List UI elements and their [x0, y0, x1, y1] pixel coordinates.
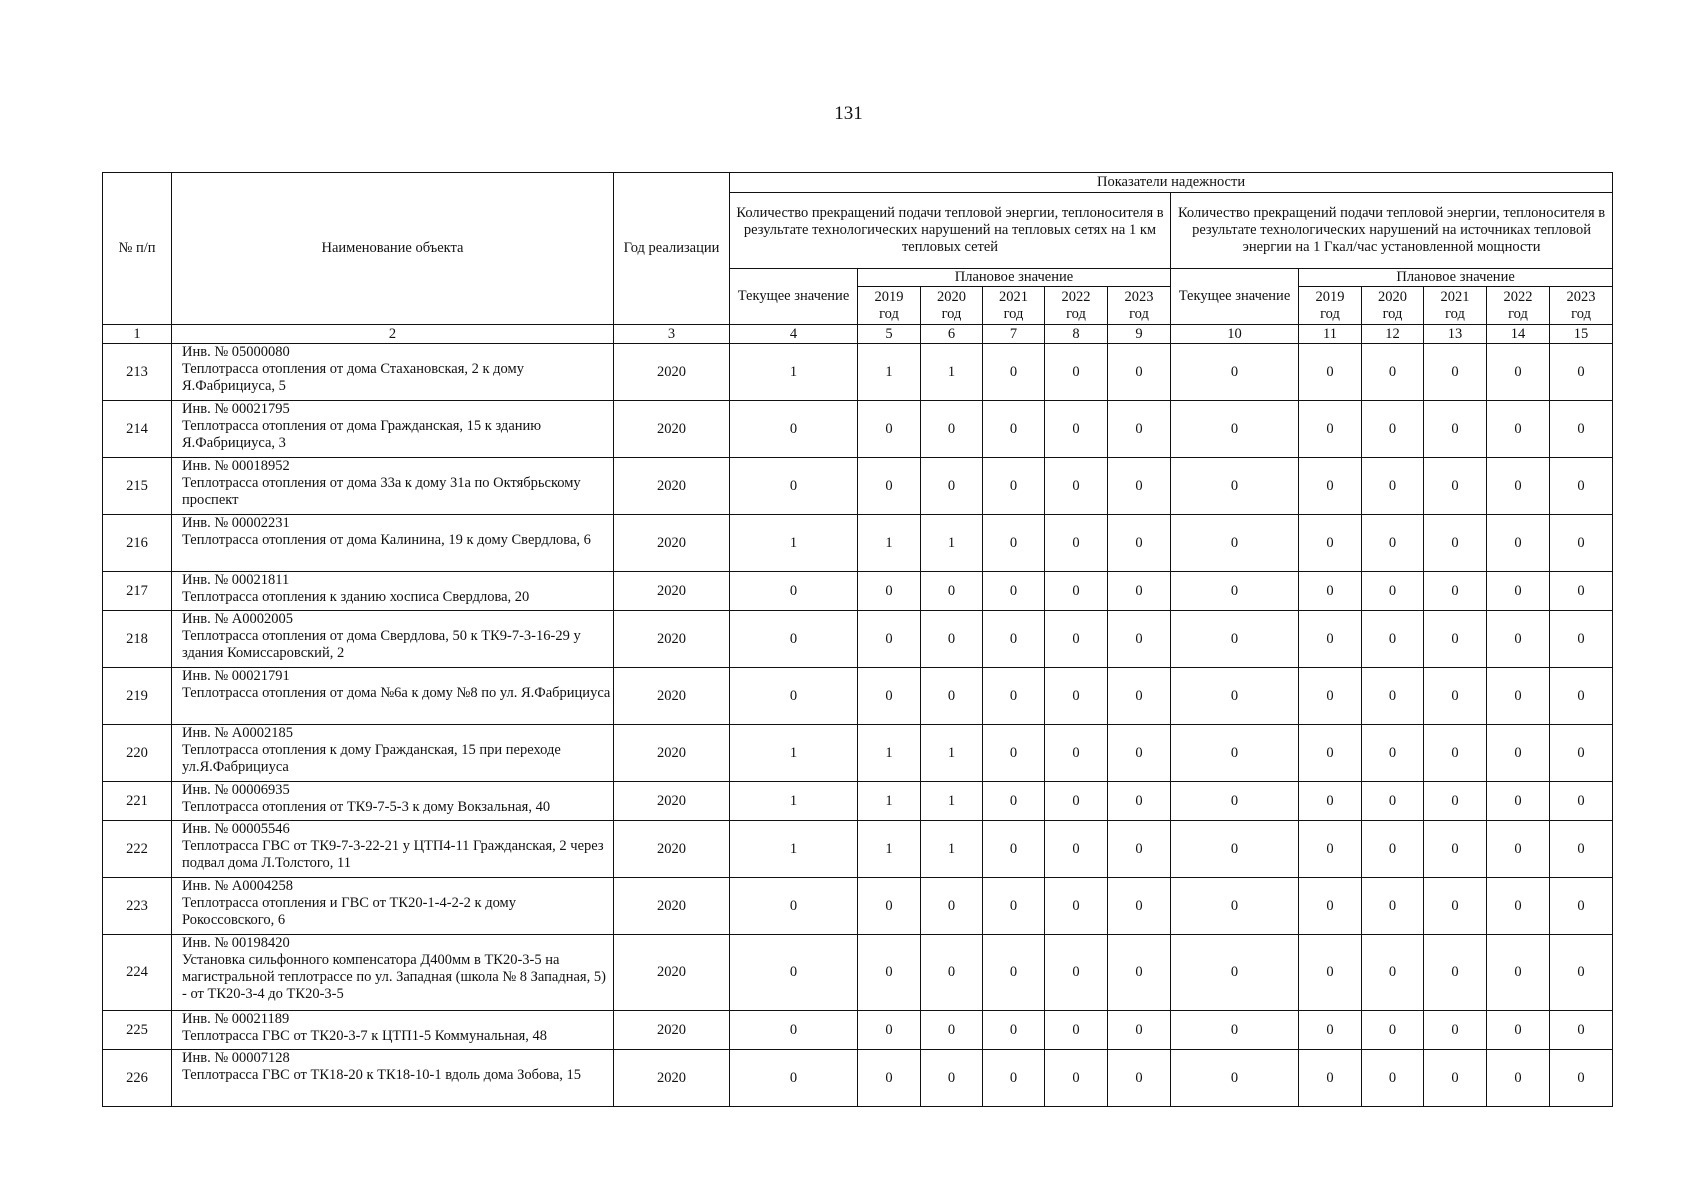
indicator-value: 0 [1171, 572, 1299, 611]
header-year-2020-group2: 2020 год [1362, 287, 1424, 325]
column-number-cell: 14 [1487, 325, 1550, 344]
indicator-value: 0 [1550, 878, 1613, 935]
object-description: Теплотрасса отопления к дому Гражданская, 15 при переходе ул.Я.Фабрициуса [182, 742, 561, 776]
header-group-sources: Количество прекращений подачи тепловой энергии, теплоносителя в результате технологических нарушений на источниках тепловой энергии на 1 Гкал/час установленной мощности [1171, 193, 1613, 269]
indicator-value: 0 [730, 1011, 858, 1050]
indicator-value: 0 [1550, 572, 1613, 611]
indicator-value: 0 [1045, 1011, 1108, 1050]
object-description: Теплотрасса отопления и ГВС от ТК20-1-4-2-2 к дому Рокоссовского, 6 [182, 895, 516, 929]
indicator-value: 1 [730, 515, 858, 572]
indicator-value: 0 [1487, 935, 1550, 1011]
object-name [172, 458, 614, 515]
indicator-value: 1 [921, 344, 983, 401]
indicator-value: 0 [730, 878, 858, 935]
indicator-value: 0 [1045, 458, 1108, 515]
header-year-2019-group1: 2019 год [858, 287, 921, 325]
indicator-value: 0 [1045, 725, 1108, 782]
indicator-value: 0 [1424, 821, 1487, 878]
object-name [172, 782, 614, 821]
object-name [172, 725, 614, 782]
indicator-value: 1 [858, 515, 921, 572]
header-year-2023-group1: 2023 год [1108, 287, 1171, 325]
indicator-value: 1 [921, 782, 983, 821]
indicator-value: 0 [1045, 821, 1108, 878]
indicator-value: 0 [858, 668, 921, 725]
indicator-value: 0 [1362, 725, 1424, 782]
indicator-value: 0 [1550, 1011, 1613, 1050]
inventory-number: Инв. № 00018952 [182, 458, 290, 475]
column-number-cell: 2 [172, 325, 614, 344]
header-year-2019-group2: 2019 год [1299, 287, 1362, 325]
indicator-value: 0 [1045, 1050, 1108, 1107]
header-planned-2: Плановое значение [1299, 269, 1613, 287]
column-number-cell: 6 [921, 325, 983, 344]
row-number: 223 [103, 878, 172, 935]
indicator-value: 0 [1299, 935, 1362, 1011]
indicator-value: 0 [1362, 1011, 1424, 1050]
indicator-value: 0 [1299, 821, 1362, 878]
column-number-cell: 3 [614, 325, 730, 344]
indicator-value: 0 [983, 878, 1045, 935]
indicator-value: 0 [1487, 668, 1550, 725]
indicator-value: 0 [1045, 611, 1108, 668]
inventory-number: Инв. № 00021795 [182, 401, 290, 418]
indicator-value: 0 [921, 1011, 983, 1050]
indicator-value: 0 [1108, 821, 1171, 878]
table-row [103, 821, 1613, 878]
indicator-value: 0 [1362, 668, 1424, 725]
implementation-year: 2020 [614, 572, 730, 611]
table-row [103, 344, 1613, 401]
indicator-value: 0 [1487, 572, 1550, 611]
indicator-value: 0 [858, 1011, 921, 1050]
header-col-year: Год реализации [614, 173, 730, 325]
indicator-value: 0 [1299, 1011, 1362, 1050]
indicator-value: 0 [921, 611, 983, 668]
indicator-value: 0 [1108, 344, 1171, 401]
object-description: Теплотрасса отопления от дома Гражданская, 15 к зданию Я.Фабрициуса, 3 [182, 418, 542, 452]
indicator-value: 0 [1362, 611, 1424, 668]
indicator-value: 0 [983, 515, 1045, 572]
indicator-value: 0 [983, 935, 1045, 1011]
indicator-value: 0 [1108, 782, 1171, 821]
row-number: 219 [103, 668, 172, 725]
row-number: 221 [103, 782, 172, 821]
indicator-value: 0 [921, 935, 983, 1011]
column-number-cell: 7 [983, 325, 1045, 344]
implementation-year: 2020 [614, 668, 730, 725]
column-number-cell: 8 [1045, 325, 1108, 344]
indicator-value: 0 [983, 725, 1045, 782]
indicator-value: 0 [1424, 611, 1487, 668]
indicator-value: 0 [1487, 1050, 1550, 1107]
indicator-value: 0 [1108, 458, 1171, 515]
header-col-name: Наименование объекта [172, 173, 614, 325]
header-year-2022-group2: 2022 год [1487, 287, 1550, 325]
indicator-value: 0 [983, 668, 1045, 725]
indicator-value: 0 [921, 878, 983, 935]
table-row [103, 725, 1613, 782]
indicator-value: 0 [1550, 344, 1613, 401]
indicator-value: 0 [1362, 782, 1424, 821]
indicator-value: 1 [858, 725, 921, 782]
indicator-value: 0 [858, 1050, 921, 1107]
indicator-value: 0 [1108, 725, 1171, 782]
indicator-value: 1 [730, 725, 858, 782]
object-name [172, 344, 614, 401]
indicator-value: 0 [1171, 344, 1299, 401]
indicator-value: 0 [1550, 458, 1613, 515]
indicator-value: 0 [1424, 668, 1487, 725]
indicator-value: 0 [1299, 458, 1362, 515]
row-number: 225 [103, 1011, 172, 1050]
indicator-value: 0 [1045, 401, 1108, 458]
indicator-value: 0 [1424, 878, 1487, 935]
indicator-value: 0 [1108, 668, 1171, 725]
indicator-value: 0 [1299, 611, 1362, 668]
indicator-value: 0 [1108, 1011, 1171, 1050]
indicator-value: 0 [983, 572, 1045, 611]
header-group-networks: Количество прекращений подачи тепловой энергии, теплоносителя в результате технологических нарушений на тепловых сетях на 1 км тепловых сетей [730, 193, 1171, 269]
row-number: 222 [103, 821, 172, 878]
indicator-value: 0 [858, 572, 921, 611]
indicator-value: 0 [1550, 401, 1613, 458]
indicator-value: 0 [1108, 1050, 1171, 1107]
indicator-value: 0 [921, 668, 983, 725]
object-name [172, 878, 614, 935]
indicator-value: 0 [983, 1050, 1045, 1107]
indicator-value: 0 [1171, 935, 1299, 1011]
implementation-year: 2020 [614, 401, 730, 458]
indicator-value: 0 [1424, 1050, 1487, 1107]
table-row [103, 782, 1613, 821]
indicator-value: 0 [858, 935, 921, 1011]
inventory-number: Инв. № 00006935 [182, 782, 290, 799]
indicator-value: 0 [1550, 935, 1613, 1011]
indicator-value: 0 [1487, 515, 1550, 572]
inventory-number: Инв. № 00005546 [182, 821, 290, 838]
indicator-value: 0 [983, 611, 1045, 668]
table-row [103, 668, 1613, 725]
table-row [103, 515, 1613, 572]
indicator-value: 0 [730, 572, 858, 611]
indicator-value: 0 [1424, 572, 1487, 611]
header-planned-1: Плановое значение [858, 269, 1171, 287]
row-number: 215 [103, 458, 172, 515]
indicator-value: 0 [1171, 458, 1299, 515]
indicator-value: 0 [983, 1011, 1045, 1050]
table-row [103, 401, 1613, 458]
inventory-number: Инв. № 00007128 [182, 1050, 290, 1067]
indicator-value: 0 [1550, 725, 1613, 782]
inventory-number: Инв. № 00198420 [182, 935, 290, 952]
object-description: Теплотрасса ГВС от ТК20-3-7 к ЦТП1-5 Коммунальная, 48 [182, 1028, 548, 1045]
indicator-value: 0 [1487, 344, 1550, 401]
indicator-value: 0 [1045, 878, 1108, 935]
indicator-value: 0 [730, 935, 858, 1011]
indicator-value: 1 [858, 782, 921, 821]
indicator-value: 0 [858, 611, 921, 668]
indicator-value: 0 [1171, 1050, 1299, 1107]
indicator-value: 0 [1362, 401, 1424, 458]
column-number-cell: 15 [1550, 325, 1613, 344]
object-name [172, 572, 614, 611]
inventory-number: Инв. № А0004258 [182, 878, 294, 895]
indicator-value: 0 [730, 1050, 858, 1107]
indicator-value: 0 [1171, 401, 1299, 458]
header-current-1: Текущее значение [730, 269, 858, 325]
indicator-value: 0 [1487, 611, 1550, 668]
object-description: Теплотрасса отопления от дома Калинина, 19 к дому Свердлова, 6 [182, 532, 591, 549]
object-description: Теплотрасса ГВС от ТК18-20 к ТК18-10-1 вдоль дома Зобова, 15 [182, 1067, 582, 1084]
header-year-2020-group1: 2020 год [921, 287, 983, 325]
inventory-number: Инв. № 00021189 [182, 1011, 290, 1028]
implementation-year: 2020 [614, 878, 730, 935]
indicator-value: 0 [1424, 725, 1487, 782]
indicator-value: 0 [1550, 1050, 1613, 1107]
page-number: 131 [834, 103, 863, 124]
row-number: 224 [103, 935, 172, 1011]
table-row [103, 878, 1613, 935]
column-number-cell: 5 [858, 325, 921, 344]
object-name [172, 935, 614, 1011]
indicator-value: 0 [1550, 782, 1613, 821]
header-reliability: Показатели надежности [730, 173, 1613, 193]
column-number-cell: 9 [1108, 325, 1171, 344]
object-name [172, 1011, 614, 1050]
indicator-value: 0 [1362, 1050, 1424, 1107]
object-name [172, 668, 614, 725]
inventory-number: Инв. № 00021811 [182, 572, 290, 589]
inventory-number: Инв. № А0002005 [182, 611, 294, 628]
indicator-value: 0 [1487, 458, 1550, 515]
indicator-value: 0 [1362, 821, 1424, 878]
indicator-value: 0 [1362, 935, 1424, 1011]
indicator-value: 0 [1299, 344, 1362, 401]
object-description: Теплотрасса ГВС от ТК9-7-3-22-21 у ЦТП4-11 Гражданская, 2 через подвал дома Л.Толстого, 11 [182, 838, 604, 872]
indicator-value: 0 [1424, 344, 1487, 401]
indicator-value: 0 [1299, 878, 1362, 935]
inventory-number: Инв. № 00002231 [182, 515, 290, 532]
implementation-year: 2020 [614, 935, 730, 1011]
implementation-year: 2020 [614, 1011, 730, 1050]
indicator-value: 0 [1171, 725, 1299, 782]
indicator-value: 0 [1487, 782, 1550, 821]
indicator-value: 0 [1171, 878, 1299, 935]
column-number-cell: 1 [103, 325, 172, 344]
indicator-value: 0 [1487, 1011, 1550, 1050]
indicator-value: 0 [1550, 611, 1613, 668]
indicator-value: 0 [1424, 782, 1487, 821]
column-number-cell: 4 [730, 325, 858, 344]
indicator-value: 0 [1550, 668, 1613, 725]
implementation-year: 2020 [614, 515, 730, 572]
object-name [172, 401, 614, 458]
object-name [172, 1050, 614, 1107]
indicator-value: 0 [1108, 572, 1171, 611]
indicator-value: 0 [1171, 611, 1299, 668]
reliability-table [102, 172, 1613, 1107]
inventory-number: Инв. № 05000080 [182, 344, 290, 361]
indicator-value: 0 [1045, 935, 1108, 1011]
indicator-value: 0 [1362, 515, 1424, 572]
indicator-value: 0 [858, 878, 921, 935]
indicator-value: 0 [1171, 515, 1299, 572]
row-number: 220 [103, 725, 172, 782]
indicator-value: 0 [1045, 515, 1108, 572]
table-row [103, 611, 1613, 668]
indicator-value: 0 [1108, 878, 1171, 935]
indicator-value: 0 [1424, 458, 1487, 515]
object-description: Установка сильфонного компенсатора Д400мм в ТК20-3-5 на магистральной теплотрассе по ул. Западная (школа № 8 Западная, 5) - от ТК20-3-4 до ТК20-3-5 [182, 952, 606, 1003]
indicator-value: 0 [1487, 821, 1550, 878]
header-col-num: № п/п [103, 173, 172, 325]
indicator-value: 0 [1487, 401, 1550, 458]
inventory-number: Инв. № 00021791 [182, 668, 290, 685]
indicator-value: 0 [1362, 572, 1424, 611]
indicator-value: 0 [730, 458, 858, 515]
implementation-year: 2020 [614, 782, 730, 821]
indicator-value: 0 [1299, 401, 1362, 458]
indicator-value: 0 [1171, 1011, 1299, 1050]
indicator-value: 1 [858, 344, 921, 401]
indicator-value: 1 [921, 725, 983, 782]
indicator-value: 0 [1171, 782, 1299, 821]
implementation-year: 2020 [614, 458, 730, 515]
header-year-2021-group1: 2021 год [983, 287, 1045, 325]
indicator-value: 0 [983, 344, 1045, 401]
object-name [172, 611, 614, 668]
indicator-value: 0 [1487, 725, 1550, 782]
row-number: 216 [103, 515, 172, 572]
implementation-year: 2020 [614, 611, 730, 668]
indicator-value: 0 [1424, 515, 1487, 572]
table-row [103, 458, 1613, 515]
object-description: Теплотрасса отопления от дома Стахановская, 2 к дому Я.Фабрициуса, 5 [182, 361, 524, 395]
indicator-value: 0 [921, 572, 983, 611]
indicator-value: 0 [1487, 878, 1550, 935]
object-description: Теплотрасса отопления от дома Свердлова, 50 к ТК9-7-3-16-29 у здания Комиссаровский, 2 [182, 628, 581, 662]
indicator-value: 0 [1171, 821, 1299, 878]
indicator-value: 0 [1299, 572, 1362, 611]
object-description: Теплотрасса отопления от дома 33а к дому 31а по Октябрьскому проспект [182, 475, 581, 509]
indicator-value: 0 [1299, 515, 1362, 572]
row-number: 218 [103, 611, 172, 668]
row-number: 217 [103, 572, 172, 611]
indicator-value: 0 [1108, 515, 1171, 572]
indicator-value: 0 [1299, 782, 1362, 821]
indicator-value: 0 [921, 1050, 983, 1107]
object-name [172, 515, 614, 572]
indicator-value: 1 [730, 782, 858, 821]
indicator-value: 0 [730, 611, 858, 668]
object-description: Теплотрасса отопления к зданию хосписа Свердлова, 20 [182, 589, 530, 606]
indicator-value: 0 [1171, 668, 1299, 725]
indicator-value: 1 [730, 344, 858, 401]
row-number: 214 [103, 401, 172, 458]
indicator-value: 0 [1045, 572, 1108, 611]
row-number: 213 [103, 344, 172, 401]
header-year-2022-group1: 2022 год [1045, 287, 1108, 325]
indicator-value: 0 [1045, 782, 1108, 821]
indicator-value: 0 [983, 821, 1045, 878]
header-current-2: Текущее значение [1171, 269, 1299, 325]
indicator-value: 0 [921, 401, 983, 458]
header-year-2023-group2: 2023 год [1550, 287, 1613, 325]
column-number-cell: 12 [1362, 325, 1424, 344]
indicator-value: 0 [1108, 401, 1171, 458]
table-row [103, 935, 1613, 1011]
indicator-value: 0 [730, 401, 858, 458]
indicator-value: 1 [921, 515, 983, 572]
table-row [103, 1050, 1613, 1107]
object-description: Теплотрасса отопления от ТК9-7-5-3 к дому Вокзальная, 40 [182, 799, 551, 816]
indicator-value: 0 [1550, 821, 1613, 878]
indicator-value: 0 [1362, 878, 1424, 935]
column-number-cell: 13 [1424, 325, 1487, 344]
indicator-value: 0 [1362, 344, 1424, 401]
indicator-value: 1 [921, 821, 983, 878]
indicator-value: 0 [983, 401, 1045, 458]
object-description: Теплотрасса отопления от дома №6а к дому №8 по ул. Я.Фабрициуса [182, 685, 611, 702]
column-number-cell: 10 [1171, 325, 1299, 344]
inventory-number: Инв. № А0002185 [182, 725, 294, 742]
indicator-value: 0 [1424, 401, 1487, 458]
indicator-value: 0 [1299, 668, 1362, 725]
header-year-2021-group2: 2021 год [1424, 287, 1487, 325]
indicator-value: 0 [858, 401, 921, 458]
indicator-value: 0 [1299, 725, 1362, 782]
indicator-value: 0 [983, 458, 1045, 515]
indicator-value: 0 [1299, 1050, 1362, 1107]
row-number: 226 [103, 1050, 172, 1107]
indicator-value: 0 [1108, 611, 1171, 668]
indicator-value: 0 [921, 458, 983, 515]
indicator-value: 0 [858, 458, 921, 515]
indicator-value: 0 [1045, 344, 1108, 401]
implementation-year: 2020 [614, 1050, 730, 1107]
indicator-value: 0 [1424, 935, 1487, 1011]
indicator-value: 0 [1362, 458, 1424, 515]
implementation-year: 2020 [614, 821, 730, 878]
table-row [103, 1011, 1613, 1050]
indicator-value: 0 [1045, 668, 1108, 725]
object-name [172, 821, 614, 878]
column-number-cell: 11 [1299, 325, 1362, 344]
indicator-value: 0 [983, 782, 1045, 821]
indicator-value: 0 [730, 668, 858, 725]
indicator-value: 1 [858, 821, 921, 878]
table-row [103, 572, 1613, 611]
indicator-value: 1 [730, 821, 858, 878]
indicator-value: 0 [1108, 935, 1171, 1011]
indicator-value: 0 [1550, 515, 1613, 572]
implementation-year: 2020 [614, 725, 730, 782]
indicator-value: 0 [1424, 1011, 1487, 1050]
implementation-year: 2020 [614, 344, 730, 401]
